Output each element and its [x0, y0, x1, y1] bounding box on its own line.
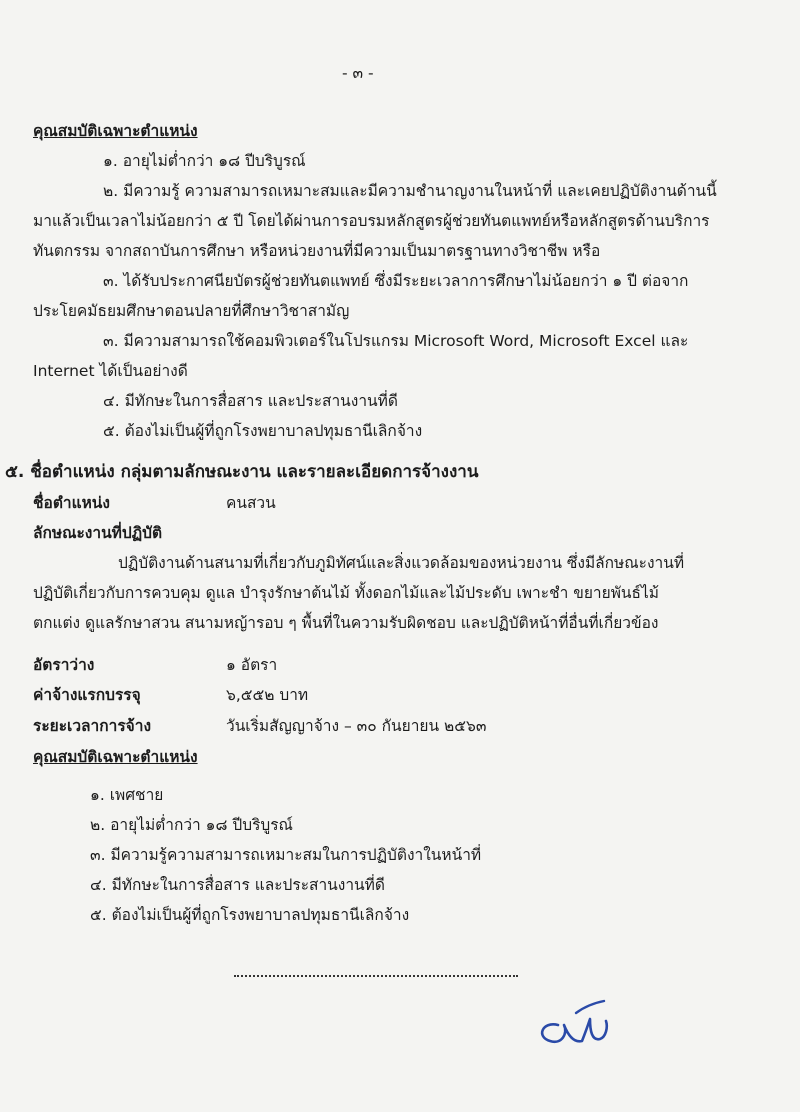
section-5-title: ๕. ชื่อตำแหน่ง กลุ่มตามลักษณะงาน และรายละเอียดการจ้างงาน	[5, 462, 479, 482]
qualification-item: ๔. มีทักษะในการสื่อสาร และประสานงานที่ดี	[90, 876, 385, 894]
duty-text: ตกแต่ง ดูแลรักษาสวน สนามหญ้ารอบ ๆ พื้นที่ในความรับผิดชอบ และปฏิบัติหน้าที่อื่นที่เกี่ยวข้อง	[33, 614, 659, 632]
handwritten-signature	[528, 995, 618, 1055]
qualification-item: ๓. ได้รับประกาศนียบัตรผู้ช่วยทันตแพทย์ ซึ่งมีระยะเวลาการศึกษาไม่น้อยกว่า ๑ ปี ต่อจาก	[103, 272, 689, 290]
qualification-item: ๒. อายุไม่ต่ำกว่า ๑๘ ปีบริบูรณ์	[90, 816, 293, 834]
duty-heading: ลักษณะงานที่ปฏิบัติ	[33, 524, 163, 542]
vacancy-label: อัตราว่าง	[33, 656, 95, 674]
end-of-document-dotted-line	[234, 975, 518, 977]
duty-text: ปฏิบัติงานด้านสนามที่เกี่ยวกับภูมิทัศน์และสิ่งแวดล้อมของหน่วยงาน ซึ่งมีลักษณะงานที่	[118, 554, 685, 572]
qualification-item-continued: ประโยคมัธยมศึกษาตอนปลายที่ศึกษาวิชาสามัญ	[33, 302, 350, 320]
qualification-item-continued: ทันตกรรม จากสถาบันการศึกษา หรือหน่วยงานที่มีความเป็นมาตรฐานทางวิชาชีพ หรือ	[33, 242, 601, 260]
qualification-item: ๑. เพศชาย	[90, 786, 164, 804]
qualification-item: ๕. ต้องไม่เป็นผู้ที่ถูกโรงพยาบาลปทุมธานีเลิกจ้าง	[90, 906, 410, 924]
position-label: ชื่อตำแหน่ง	[33, 494, 110, 512]
qualification-item-continued: มาแล้วเป็นเวลาไม่น้อยกว่า ๕ ปี โดยได้ผ่านการอบรมหลักสูตรผู้ช่วยทันตแพทย์หรือหลักสูตรด้านบริการ	[33, 212, 710, 230]
qualification-item: ๑. อายุไม่ต่ำกว่า ๑๘ ปีบริบูรณ์	[103, 152, 306, 170]
qualification-item: ๓. มีความรู้ความสามารถเหมาะสมในการปฏิบัติงาในหน้าที่	[90, 846, 482, 864]
position-value: คนสวน	[226, 494, 276, 512]
duty-text: ปฏิบัติเกี่ยวกับการควบคุม ดูแล บำรุงรักษาต้นไม้ ทั้งดอกไม้และไม้ประดับ เพาะชำ ขยายพันธ์ไม้	[33, 584, 659, 602]
salary-value: ๖,๕๕๒ บาท	[226, 686, 309, 704]
period-label: ระยะเวลาการจ้าง	[33, 717, 152, 735]
page-number: - ๓ -	[342, 64, 374, 82]
salary-label: ค่าจ้างแรกบรรจุ	[33, 686, 141, 704]
qualification-item-continued: Internet ได้เป็นอย่างดี	[33, 362, 188, 380]
qualification-item: ๔. มีทักษะในการสื่อสาร และประสานงานที่ดี	[103, 392, 398, 410]
qualification-item: ๒. มีความรู้ ความสามารถเหมาะสมและมีความชำนาญงานในหน้าที่ และเคยปฏิบัติงานด้านนี้	[103, 182, 717, 200]
vacancy-value: ๑ อัตรา	[226, 656, 278, 674]
section-heading-qualifications: คุณสมบัติเฉพาะตำแหน่ง	[33, 122, 198, 140]
qualification-item: ๓. มีความสามารถใช้คอมพิวเตอร์ในโปรแกรม Microsoft Word, Microsoft Excel และ	[103, 332, 689, 350]
section-5-qualifications-heading: คุณสมบัติเฉพาะตำแหน่ง	[33, 748, 198, 766]
period-value: วันเริ่มสัญญาจ้าง – ๓๐ กันยายน ๒๕๖๓	[226, 717, 487, 735]
qualification-item: ๕. ต้องไม่เป็นผู้ที่ถูกโรงพยาบาลปทุมธานีเลิกจ้าง	[103, 422, 423, 440]
